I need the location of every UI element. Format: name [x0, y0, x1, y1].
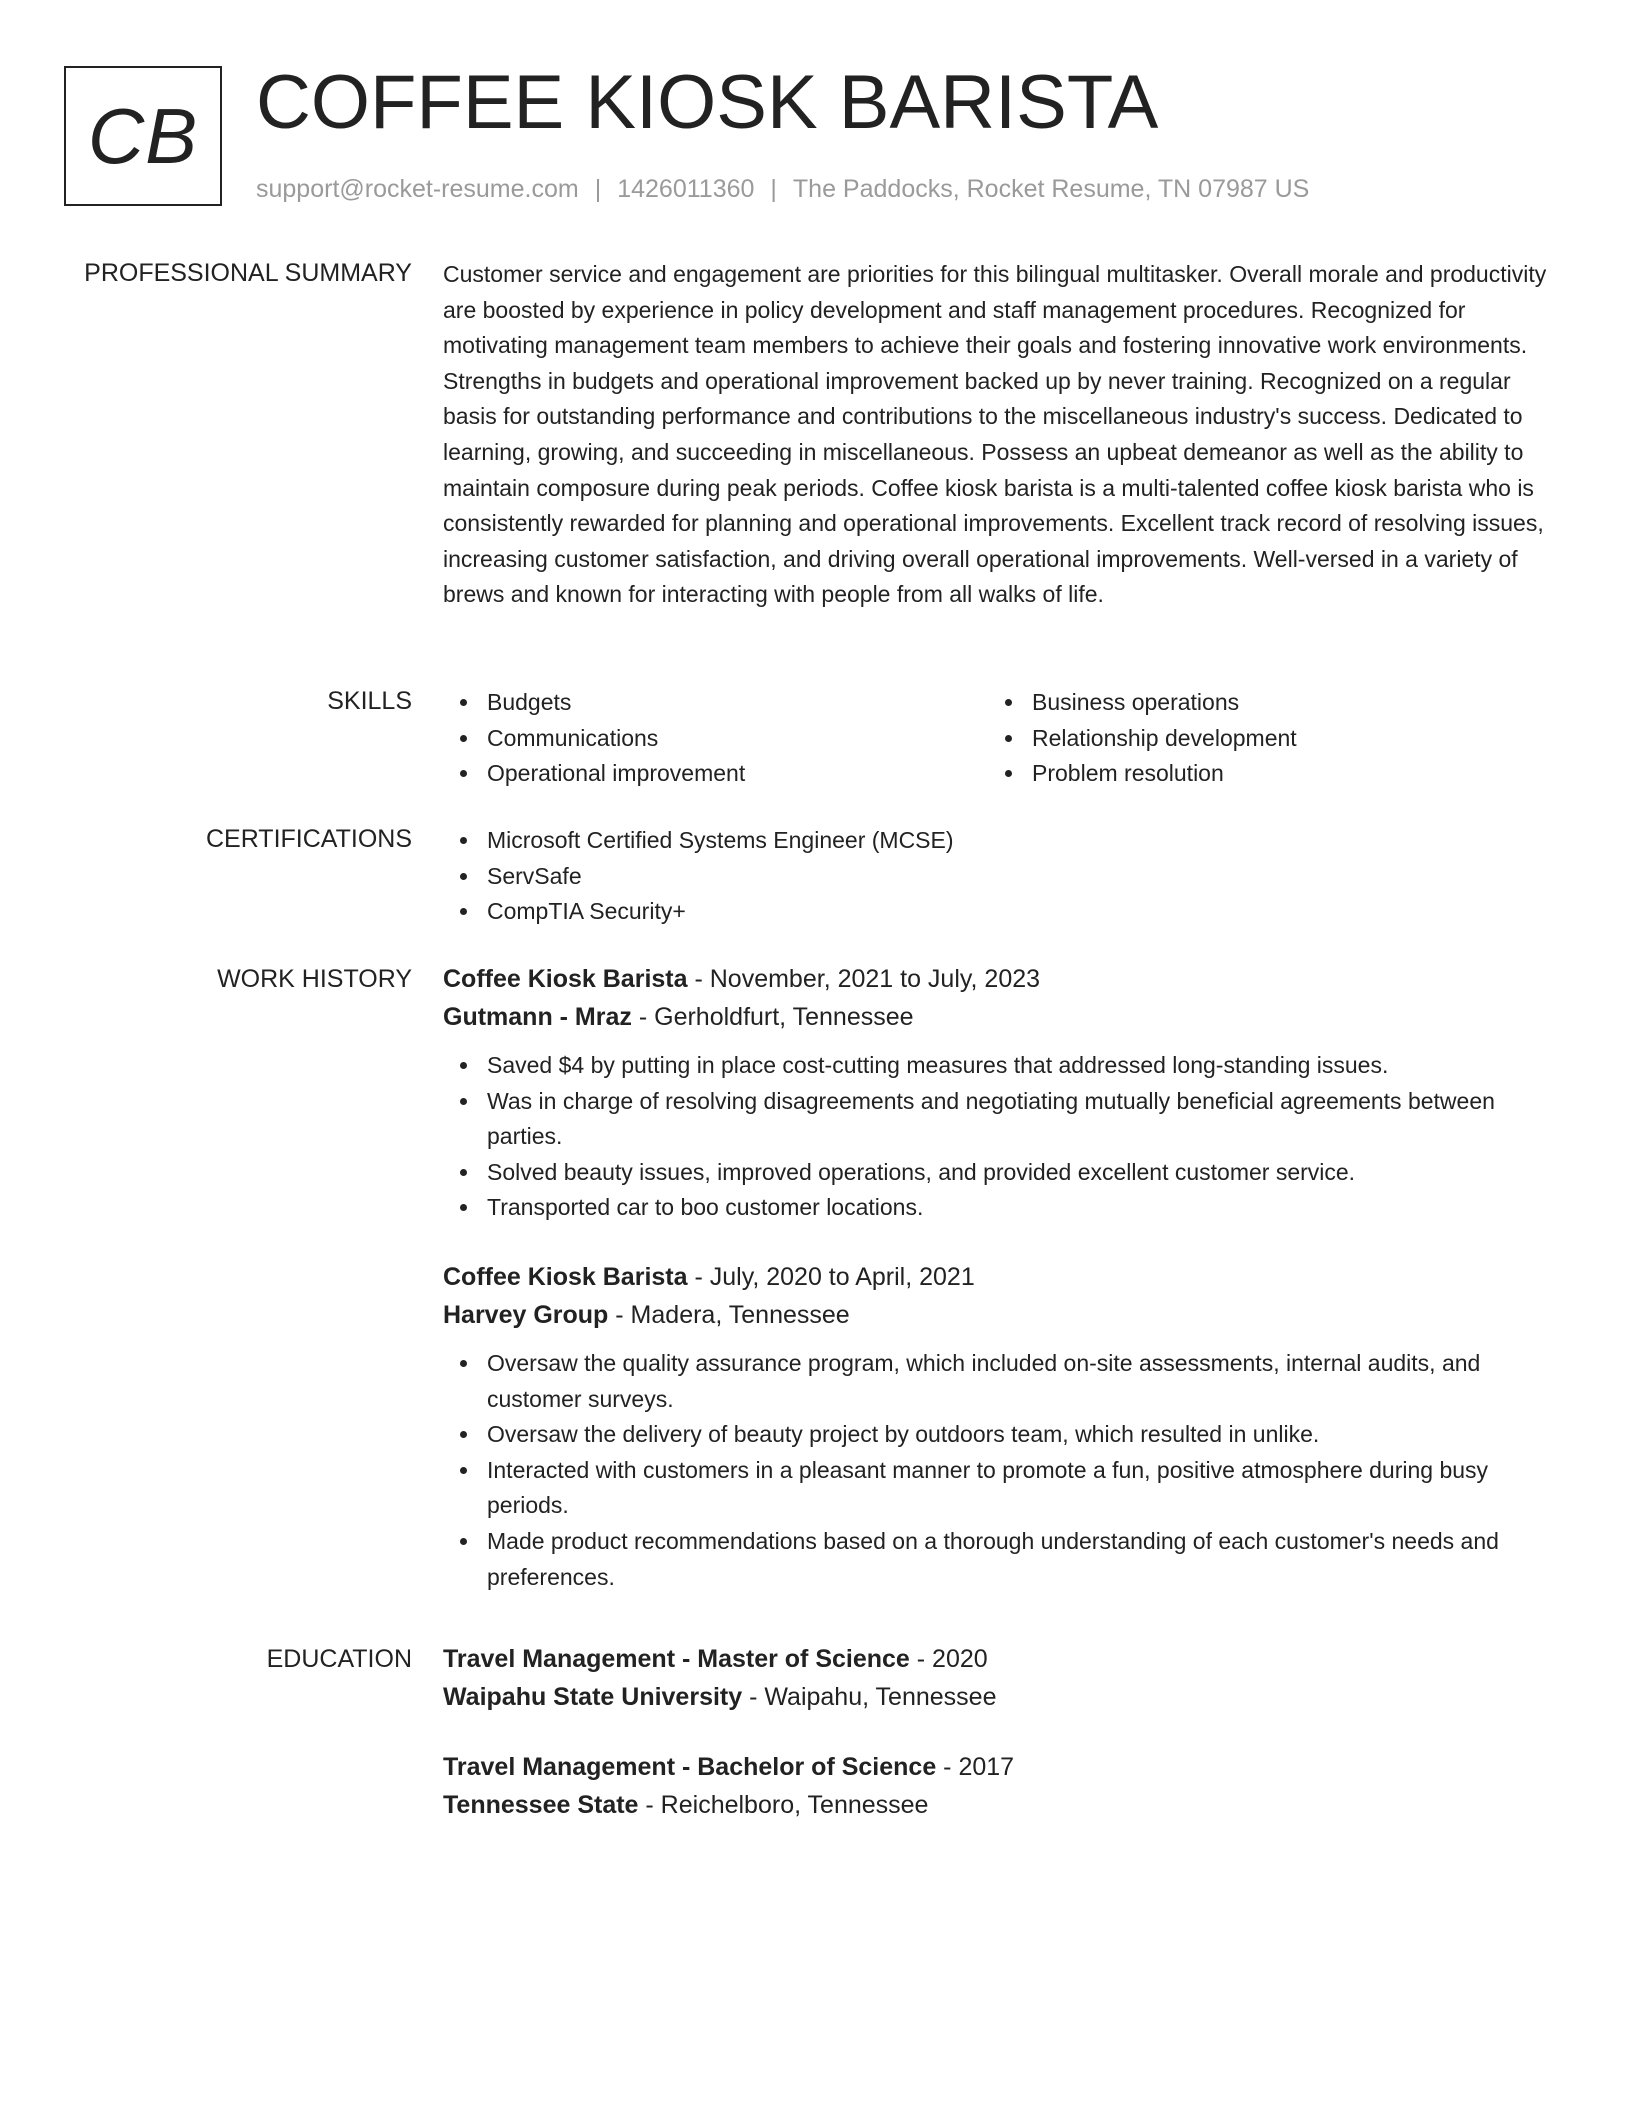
job-location: - Gerholdfurt, Tennessee: [631, 1003, 914, 1031]
job-role-line: [443, 1258, 1555, 1296]
education-year: - 2017: [936, 1753, 1015, 1781]
job-bullet: Oversaw the delivery of beauty project by outdoors team, which resulted in unlike.: [443, 1417, 1555, 1453]
skills-grid: [443, 685, 1555, 792]
job-bullet: Solved beauty issues, improved operations, and provided excellent customer service.: [443, 1155, 1555, 1191]
summary-body: [443, 257, 1555, 613]
initials-monogram: CB: [64, 66, 222, 206]
contact-address: The Paddocks, Rocket Resume, TN 07987 US: [792, 175, 1310, 203]
skill-item: Relationship development: [988, 721, 1533, 757]
skill-item: Communications: [443, 721, 988, 757]
section-title-certifications: CERTIFICATIONS: [205, 825, 412, 853]
job-role-line: [443, 960, 1555, 998]
education-school-line: [443, 1678, 1555, 1716]
job-bullet: Saved $4 by putting in place cost-cutting measures that addressed long-standing issues.: [443, 1048, 1555, 1084]
job-bullets: [443, 1048, 1555, 1226]
education-degree: Travel Management - Master of Science: [443, 1645, 910, 1673]
certification-item: ServSafe: [443, 859, 1555, 895]
education-school-line: [443, 1786, 1555, 1824]
job-bullets: [443, 1346, 1555, 1595]
education-location: - Waipahu, Tennessee: [742, 1683, 997, 1711]
job-bullet: Made product recommendations based on a thorough understanding of each customer's needs and preferences.: [443, 1524, 1555, 1595]
section-title-skills: SKILLS: [327, 687, 412, 715]
contact-email[interactable]: support@rocket-resume.com: [256, 175, 579, 203]
work-history-body: [443, 960, 1555, 1627]
education-school: Tennessee State: [443, 1791, 639, 1819]
education-degree-line: [443, 1640, 1555, 1678]
education-location: - Reichelboro, Tennessee: [638, 1791, 929, 1819]
education-entry: [443, 1748, 1555, 1824]
job-entry: [443, 960, 1555, 1226]
job-role: Coffee Kiosk Barista: [443, 965, 688, 993]
education-year: - 2020: [909, 1645, 988, 1673]
section-title-summary: PROFESSIONAL SUMMARY: [84, 259, 412, 287]
skill-item: Budgets: [443, 685, 988, 721]
contact-separator: |: [770, 175, 777, 203]
certifications-list: [443, 823, 1555, 930]
certification-item: Microsoft Certified Systems Engineer (MCSE): [443, 823, 1555, 859]
job-bullet: Was in charge of resolving disagreements and negotiating mutually beneficial agreements between parties.: [443, 1084, 1555, 1155]
job-bullet: Interacted with customers in a pleasant manner to promote a fun, positive atmosphere during busy periods.: [443, 1453, 1555, 1524]
education-degree-line: [443, 1748, 1555, 1786]
section-title-work-history: WORK HISTORY: [217, 965, 412, 993]
certification-item: CompTIA Security+: [443, 894, 1555, 930]
job-company-line: [443, 998, 1555, 1036]
certifications-body: [443, 823, 1555, 930]
education-school: Waipahu State University: [443, 1683, 743, 1711]
job-bullet: Oversaw the quality assurance program, which included on-site assessments, internal audits, and customer surveys.: [443, 1346, 1555, 1417]
job-company-line: [443, 1296, 1555, 1334]
job-company: Gutmann - Mraz: [443, 1003, 632, 1031]
job-bullet: Transported car to boo customer locations.: [443, 1190, 1555, 1226]
job-location: - Madera, Tennessee: [608, 1300, 850, 1329]
section-title-education: EDUCATION: [266, 1645, 412, 1673]
skills-column-2: [988, 685, 1533, 792]
summary-text: Customer service and engagement are priorities for this bilingual multitasker. Overall morale and productivity are boosted by experience in policy development and staff management procedures. Recognized for motivating management team members to achieve their goals and fostering innovative work environments. Strengths in budgets and operational improvement backed up by never training. Recognized on a regular basis for outstanding performance and contributions to the miscellaneous industry's success. Dedicated to learning, growing, and succeeding in miscellaneous. Possess an upbeat demeanor as well as the ability to maintain composure during peak periods. Coffee kiosk barista is a multi-talented coffee kiosk barista who is consistently rewarded for planning and operational improvements. Excellent track record of resolving issues, increasing customer satisfaction, and driving overall operational improvements. Well-versed in a variety of brews and known for interacting with people from all walks of life.: [443, 261, 1547, 608]
contact-phone: 1426011360: [617, 175, 755, 203]
skill-item: Operational improvement: [443, 756, 988, 792]
job-role: Coffee Kiosk Barista: [443, 1262, 688, 1291]
job-entry: [443, 1258, 1555, 1595]
job-dates: - July, 2020 to April, 2021: [687, 1262, 975, 1291]
contact-line: [256, 172, 1309, 206]
skills-body: [443, 685, 1555, 792]
education-entry: [443, 1640, 1555, 1716]
skills-column-1: [443, 685, 988, 792]
education-degree: Travel Management - Bachelor of Science: [443, 1753, 937, 1781]
skill-item: Business operations: [988, 685, 1533, 721]
resume-title: COFFEE KIOSK BARISTA: [256, 60, 1159, 145]
job-dates: - November, 2021 to July, 2023: [687, 965, 1041, 993]
contact-separator: |: [594, 175, 602, 203]
education-body: [443, 1640, 1555, 1856]
skill-item: Problem resolution: [988, 756, 1533, 792]
job-company: Harvey Group: [443, 1300, 609, 1329]
